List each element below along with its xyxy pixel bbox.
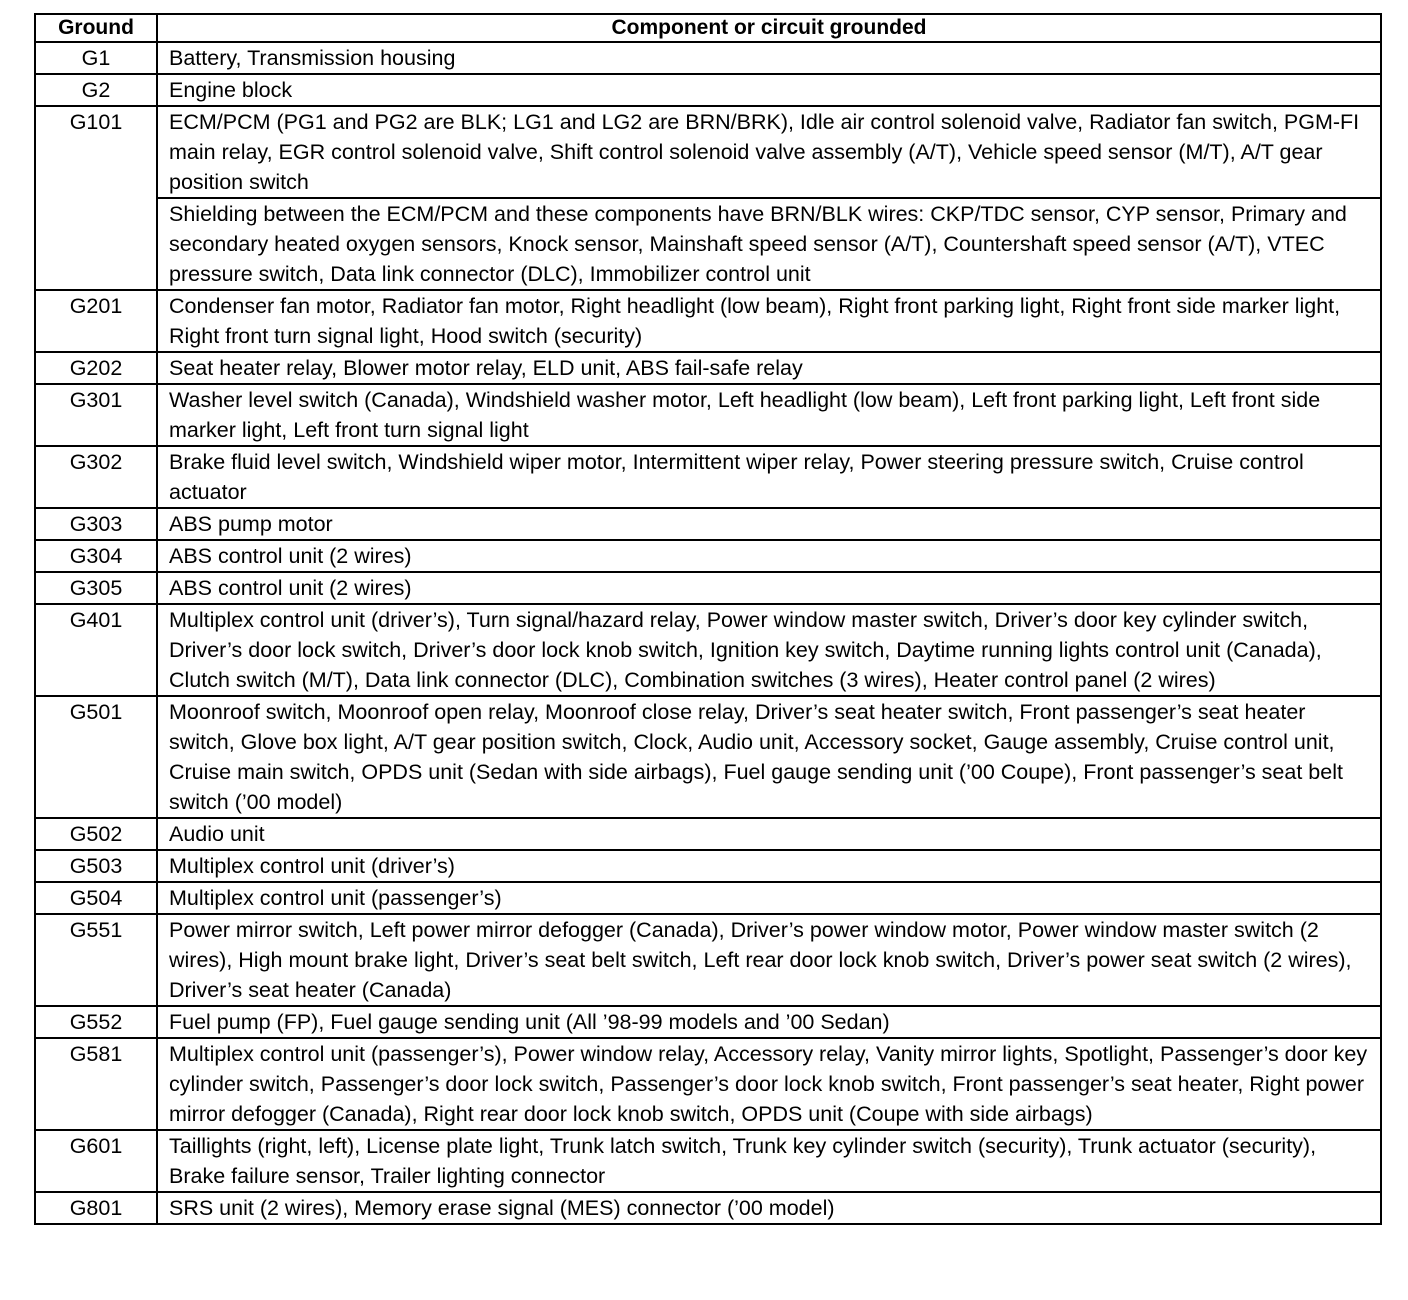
table-row	[35, 508, 1381, 540]
ground-id: G301	[35, 384, 157, 446]
ground-id: G501	[35, 696, 157, 818]
component-list: Seat heater relay, Blower motor relay, ELD unit, ABS fail-safe relay	[157, 352, 1381, 384]
component-list: Brake fluid level switch, Windshield wiper motor, Intermittent wiper relay, Power steering pressure switch, Cruise control actuator	[157, 446, 1381, 508]
table-row	[35, 696, 1381, 818]
table-row	[35, 850, 1381, 882]
component-list: Multiplex control unit (passenger’s)	[157, 882, 1381, 914]
table-row	[35, 1192, 1381, 1224]
table-row	[35, 818, 1381, 850]
component-list: Multiplex control unit (driver’s), Turn signal/hazard relay, Power window master switch, Driver’s door key cylinder switch, Driver’s door lock switch, Driver’s door lock knob switch, Ignition key switch, Daytime running lights control unit (Canada), Clutch switch (M/T), Data link connector (DLC), Combination switches (3 wires), Heater control panel (2 wires)	[157, 604, 1381, 696]
component-list: ABS control unit (2 wires)	[157, 540, 1381, 572]
component-list: SRS unit (2 wires), Memory erase signal (MES) connector (’00 model)	[157, 1192, 1381, 1224]
ground-id: G1	[35, 42, 157, 74]
ground-id: G801	[35, 1192, 157, 1224]
component-list: Power mirror switch, Left power mirror defogger (Canada), Driver’s power window motor, Power window master switch (2 wires), High mount brake light, Driver’s seat belt switch, Left rear door lock knob switch, Driver’s power seat switch (2 wires), Driver’s seat heater (Canada)	[157, 914, 1381, 1006]
table-row	[35, 198, 1381, 290]
table-row	[35, 446, 1381, 508]
ground-id: G303	[35, 508, 157, 540]
ground-id: G101	[35, 106, 157, 290]
component-list: ABS control unit (2 wires)	[157, 572, 1381, 604]
component-list: Shielding between the ECM/PCM and these components have BRN/BLK wires: CKP/TDC sensor, CYP sensor, Primary and secondary heated oxygen sensors, Knock sensor, Mainshaft speed sensor (A/T), Countershaft speed sensor (A/T), VTEC pressure switch, Data link connector (DLC), Immobilizer control unit	[157, 198, 1381, 290]
table-row	[35, 572, 1381, 604]
table-row	[35, 106, 1381, 198]
table-row	[35, 540, 1381, 572]
ground-id: G503	[35, 850, 157, 882]
ground-id: G552	[35, 1006, 157, 1038]
table-row	[35, 384, 1381, 446]
component-list: Condenser fan motor, Radiator fan motor, Right headlight (low beam), Right front parking light, Right front side marker light, Right front turn signal light, Hood switch (security)	[157, 290, 1381, 352]
table-row	[35, 290, 1381, 352]
header-component: Component or circuit grounded	[157, 14, 1381, 42]
ground-id: G601	[35, 1130, 157, 1192]
ground-id: G502	[35, 818, 157, 850]
component-list: Battery, Transmission housing	[157, 42, 1381, 74]
ground-id: G581	[35, 1038, 157, 1130]
component-list: Moonroof switch, Moonroof open relay, Moonroof close relay, Driver’s seat heater switch, Front passenger’s seat heater switch, Glove box light, A/T gear position switch, Clock, Audio unit, Accessory socket, Gauge assembly, Cruise control unit, Cruise main switch, OPDS unit (Sedan with side airbags), Fuel gauge sending unit (’00 Coupe), Front passenger’s seat belt switch (’00 model)	[157, 696, 1381, 818]
ground-id: G305	[35, 572, 157, 604]
table-header-row	[35, 14, 1381, 42]
component-list: Taillights (right, left), License plate light, Trunk latch switch, Trunk key cylinder switch (security), Trunk actuator (security), Brake failure sensor, Trailer lighting connector	[157, 1130, 1381, 1192]
table-row	[35, 74, 1381, 106]
table-row	[35, 42, 1381, 74]
table-row	[35, 1006, 1381, 1038]
ground-id: G202	[35, 352, 157, 384]
table-row	[35, 352, 1381, 384]
ground-id: G504	[35, 882, 157, 914]
ground-id: G2	[35, 74, 157, 106]
component-list: Audio unit	[157, 818, 1381, 850]
ground-table	[34, 13, 1382, 1225]
table-row	[35, 604, 1381, 696]
table-row	[35, 1038, 1381, 1130]
table-row	[35, 1130, 1381, 1192]
ground-id: G551	[35, 914, 157, 1006]
component-list: Multiplex control unit (passenger’s), Power window relay, Accessory relay, Vanity mirror lights, Spotlight, Passenger’s door key cylinder switch, Passenger’s door lock switch, Passenger’s door lock knob switch, Front passenger’s seat heater, Right power mirror defogger (Canada), Right rear door lock knob switch, OPDS unit (Coupe with side airbags)	[157, 1038, 1381, 1130]
component-list: ABS pump motor	[157, 508, 1381, 540]
ground-id: G401	[35, 604, 157, 696]
component-list: ECM/PCM (PG1 and PG2 are BLK; LG1 and LG2 are BRN/BRK), Idle air control solenoid valve, Radiator fan switch, PGM-FI main relay, EGR control solenoid valve, Shift control solenoid valve assembly (A/T), Vehicle speed sensor (M/T), A/T gear position switch	[157, 106, 1381, 198]
table-row	[35, 882, 1381, 914]
component-list: Fuel pump (FP), Fuel gauge sending unit (All ’98-99 models and ’00 Sedan)	[157, 1006, 1381, 1038]
component-list: Engine block	[157, 74, 1381, 106]
ground-id: G201	[35, 290, 157, 352]
header-ground: Ground	[35, 14, 157, 42]
component-list: Washer level switch (Canada), Windshield washer motor, Left headlight (low beam), Left front parking light, Left front side marker light, Left front turn signal light	[157, 384, 1381, 446]
table-row	[35, 914, 1381, 1006]
table-body	[35, 42, 1381, 1224]
component-list: Multiplex control unit (driver’s)	[157, 850, 1381, 882]
ground-id: G302	[35, 446, 157, 508]
ground-id: G304	[35, 540, 157, 572]
